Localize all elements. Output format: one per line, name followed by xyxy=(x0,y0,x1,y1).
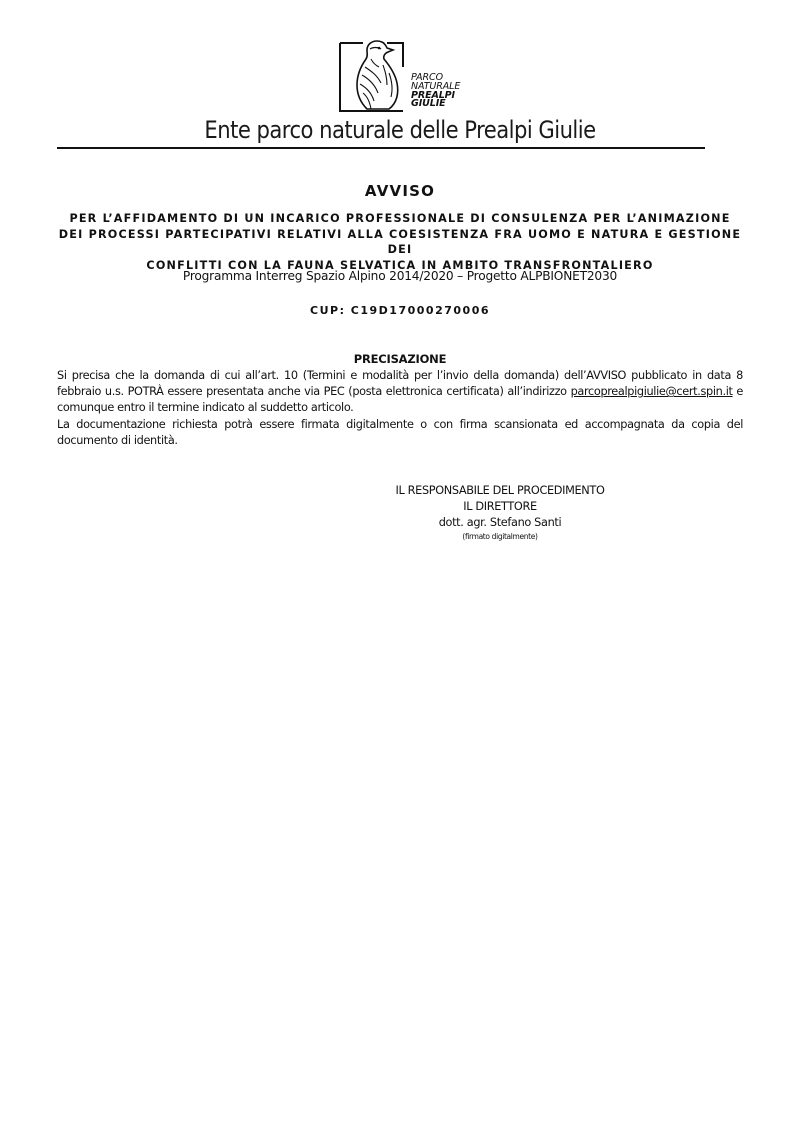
subject-line-3: CONFLITTI CON LA FAUNA SELVATICA IN AMBITO TRANSFRONTALIERO xyxy=(146,258,654,272)
signature-note: (firmato digitalmente) xyxy=(462,532,538,541)
paragraph-1-text-start: Si precisa che la domanda di cui all’art. 10 (Termini e modalità per l’invio della domanda) dell’AVVISO pubblicato in data 8 febbraio u.s. POTRÀ essere presentata anche via PEC (posta elettronica certificata) all’indirizzo xyxy=(57,369,743,399)
logo-line-3: PREALPI xyxy=(411,89,455,101)
subject-line-2: DEI PROCESSI PARTECIPATIVI RELATIVI ALLA COESISTENZA FRA UOMO E NATURA E GESTIONE DEI xyxy=(58,227,742,256)
organization-title: Ente parco naturale delle Prealpi Giulie xyxy=(204,116,596,144)
paragraph-1-text-end: e comunque entro il termine indicato al suddetto articolo. xyxy=(57,385,744,415)
logo-line-2: NATURALE xyxy=(411,80,461,92)
signature-block xyxy=(355,483,645,542)
logo-line-4: GIULIE xyxy=(411,98,446,110)
body-paragraph-2: La documentazione richiesta potrà essere firmata digitalmente o con firma scansionata ed accompagnata da copia del documento di identità. xyxy=(57,417,743,447)
pec-email-link[interactable]: parcoprealpigiulie@cert.spin.it xyxy=(570,385,733,399)
programme-line: Programma Interreg Spazio Alpino 2014/2020 – Progetto ALPBIONET2030 xyxy=(182,269,618,283)
precisazione-body xyxy=(57,368,743,449)
subject-line-1: PER L’AFFIDAMENTO DI UN INCARICO PROFESSIONALE DI CONSULENZA PER L’ANIMAZIONE xyxy=(69,212,731,225)
precisazione-title: PRECISAZIONE xyxy=(353,352,447,366)
signature-role: IL RESPONSABILE DEL PROCEDIMENTO xyxy=(395,484,605,497)
signature-name: dott. agr. Stefano Santi xyxy=(438,516,562,529)
logo-line-1: PARCO xyxy=(411,72,443,83)
header-divider xyxy=(57,147,705,149)
body-paragraph-1 xyxy=(57,368,743,417)
logo-wordmark xyxy=(411,74,460,109)
signature-title: IL DIRETTORE xyxy=(463,500,537,513)
park-logo xyxy=(337,37,459,119)
notice-subject xyxy=(50,211,750,273)
cup-code: CUP: C19D17000270006 xyxy=(310,304,490,317)
notice-heading: AVVISO xyxy=(364,182,436,200)
